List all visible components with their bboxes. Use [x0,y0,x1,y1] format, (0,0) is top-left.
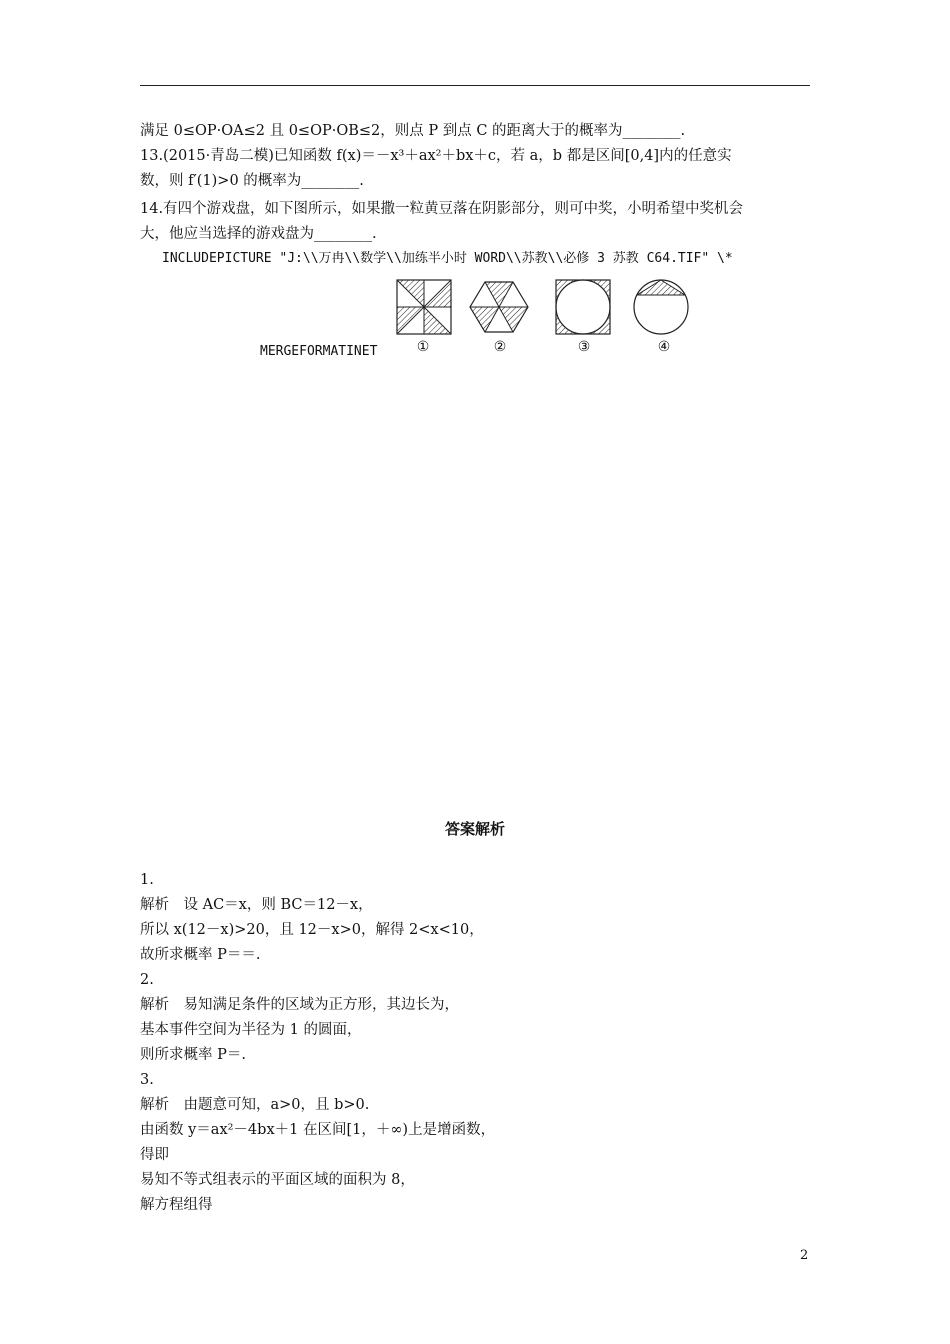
figure-label-2: ② [493,339,507,355]
question-14-line-2: 大，他应当选择的游戏盘为________. [140,226,377,242]
answer-line: 则所求概率 P＝. [140,1047,246,1063]
figure-label-4: ④ [657,339,671,355]
board-1-square [397,280,451,334]
answer-line: 得即 [140,1147,169,1163]
board-4-circle-triangle [634,280,688,334]
board-2-hexagon [470,282,528,332]
header-rule [140,85,810,86]
figure-label-3: ③ [577,339,591,355]
page-number: 2 [800,1248,809,1263]
answer-line: 解方程组得 [140,1197,213,1213]
answer-line: 解析 设 AC＝x，则 BC＝12－x， [140,897,373,913]
answer-line: 2. [140,972,154,988]
answer-line: 由函数 y＝ax²－4bx＋1 在区间[1，＋∞)上是增函数， [140,1122,496,1138]
includepicture-field: INCLUDEPICTURE "J:\\万冉\\数学\\加练半小时 WORD\\苏教\\必修 3 苏教 C64.TIF" \* [162,251,733,266]
answer-line: 3. [140,1072,154,1088]
answer-line: 基本事件空间为半径为 1 的圆面， [140,1022,362,1038]
question-12-tail: 满足 0≤OP·OA≤2 且 0≤OP·OB≤2，则点 P 到点 C 的距离大于的概率为________. [140,123,686,139]
question-13-line-1: 13.(2015·青岛二模)已知函数 f(x)＝－x³＋ax²＋bx＋c，若 a，b 都是区间[0,4]内的任意实 [140,148,732,164]
mergeformat-field: MERGEFORMATINET [260,344,378,359]
question-13-line-2: 数，则 f′(1)>0 的概率为________. [140,173,364,189]
answer-heading: 答案解析 [444,820,505,838]
answer-line: 解析 由题意可知，a>0，且 b>0. [140,1097,370,1113]
answer-line: 故所求概率 P＝＝. [140,947,261,963]
answer-line: 所以 x(12－x)>20，且 12－x>0，解得 2<x<10， [140,922,484,938]
board-3-square-circle [556,280,610,334]
answer-line: 1. [140,872,154,888]
figure-label-1: ① [416,339,430,355]
answer-line: 解析 易知满足条件的区域为正方形，其边长为， [140,997,459,1013]
game-boards-figure [395,278,695,336]
answer-line: 易知不等式组表示的平面区域的面积为 8， [140,1172,415,1188]
question-14-line-1: 14.有四个游戏盘，如下图所示，如果撒一粒黄豆落在阴影部分，则可中奖，小明希望中奖机会 [140,201,744,217]
